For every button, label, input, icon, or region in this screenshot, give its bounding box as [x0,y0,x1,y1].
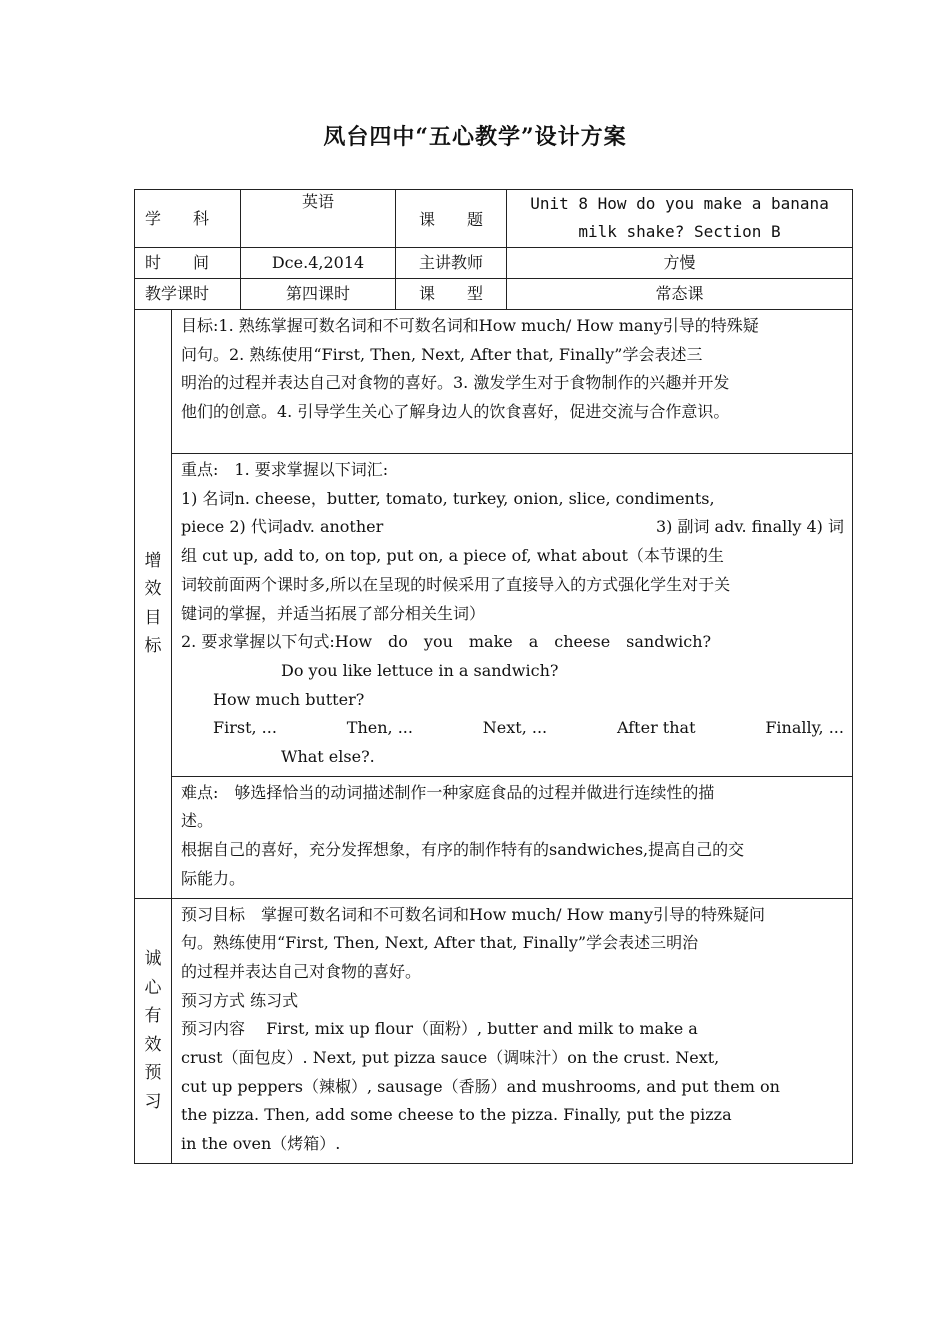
period-label: 教学课时 [135,279,241,310]
goals-line: 问句。2. 熟练使用“First, Then, Next, After that, Finally”学会表述三 [181,344,703,364]
time-row [135,248,853,279]
subject-row [135,190,853,248]
page-title: 凤台四中“五心教学”设计方案 [323,124,627,150]
time-label: 时 间 [135,248,241,279]
sequence-words-line: First, ... Then, ... Next, ... After that Finally, ... [213,718,844,738]
key-points-row [135,454,853,777]
sentence-line: 2. 要求掌握以下句式:How do you make a cheese sandwich? [181,632,712,652]
lesson-plan-table [134,189,853,1164]
subject-value: 英语 [241,190,396,248]
teacher-value: 方慢 [507,248,853,279]
time-value: Dce.4,2014 [241,248,396,279]
key-points-heading: 重点: 1. 要求掌握以下词汇: [181,460,389,479]
sentence-line: Do you like lettuce in a sandwich? [281,660,559,680]
teacher-label: 主讲教师 [396,248,507,279]
period-value: 第四课时 [241,279,396,310]
topic-value [507,190,853,248]
vocab-line: 1) 名词n. cheese，butter, tomato, turkey, onion, slice, condiments, [181,488,715,508]
topic-label: 课 题 [396,190,507,248]
type-value: 常态课 [507,279,853,310]
topic-value-line2: milk shake? Section B [578,222,781,241]
goals-cell [172,310,853,454]
section-label-zengxiao: 增 效 目 标 [135,310,172,899]
key-points-cell [172,454,853,777]
goals-line: 他们的创意。4. 引导学生关心了解身边人的饮食喜好，促进交流与合作意识。 [181,402,730,422]
section-label-chengxin: 诚 心 有 效 预 习 [135,898,172,1163]
topic-value-line1: Unit 8 How do you make a banana [530,194,829,213]
vocab-line: 组 cut up, add to, on top, put on, a piece of, what about（本节课的生 [181,546,724,566]
type-label: 课 型 [396,279,507,310]
difficulties-cell: 难点: 够选择恰当的动词描述制作一种家庭食品的过程并做进行连续性的描 述。 根据自己的喜好，充分发挥想象，有序的制作特有的sandwiches,提高自己的交 际能力。 [172,776,853,898]
vocab-line: piece 2) 代词adv. another 3) 副词 adv. finally 4) 词 [181,517,845,537]
preview-row [135,898,853,1163]
goals-line: 明治的过程并表达自己对食物的喜好。3. 激发学生对于食物制作的兴趣并开发 [181,373,730,393]
vocab-line: 词较前面两个课时多,所以在呈现的时候采用了直接导入的方式强化学生对于关 [181,574,731,594]
vocab-line: 键词的掌握，并适当拓展了部分相关生词） [181,603,486,623]
sentence-line: What else?. [281,747,375,767]
difficulties-row [135,776,853,898]
goals-row [135,310,853,454]
preview-cell: 预习目标 掌握可数名词和不可数名词和How much/ How many引导的特殊疑问 句。熟练使用“First, Then, Next, After that, Finally”学会表述三明治 的过程并表达自己对食物的喜好。 预习方式 练习式 预习内容 First, mix up flour（面粉）, butter and milk to make a crust（面包皮）. Next, put pizza sauce（调味汁）on the crust. Next, cut up peppers（辣椒）, sausage（香肠）and mushrooms, and put them on the pizza. Then, add some cheese to the pizza. Finally, put the pizza in the oven（烤箱）. [172,898,853,1163]
goals-line: 目标:1. 熟练掌握可数名词和不可数名词和How much/ How many引导的特殊疑 [181,316,759,335]
subject-label: 学 科 [135,190,241,248]
period-row [135,279,853,310]
sentence-line: How much butter? [213,689,365,709]
